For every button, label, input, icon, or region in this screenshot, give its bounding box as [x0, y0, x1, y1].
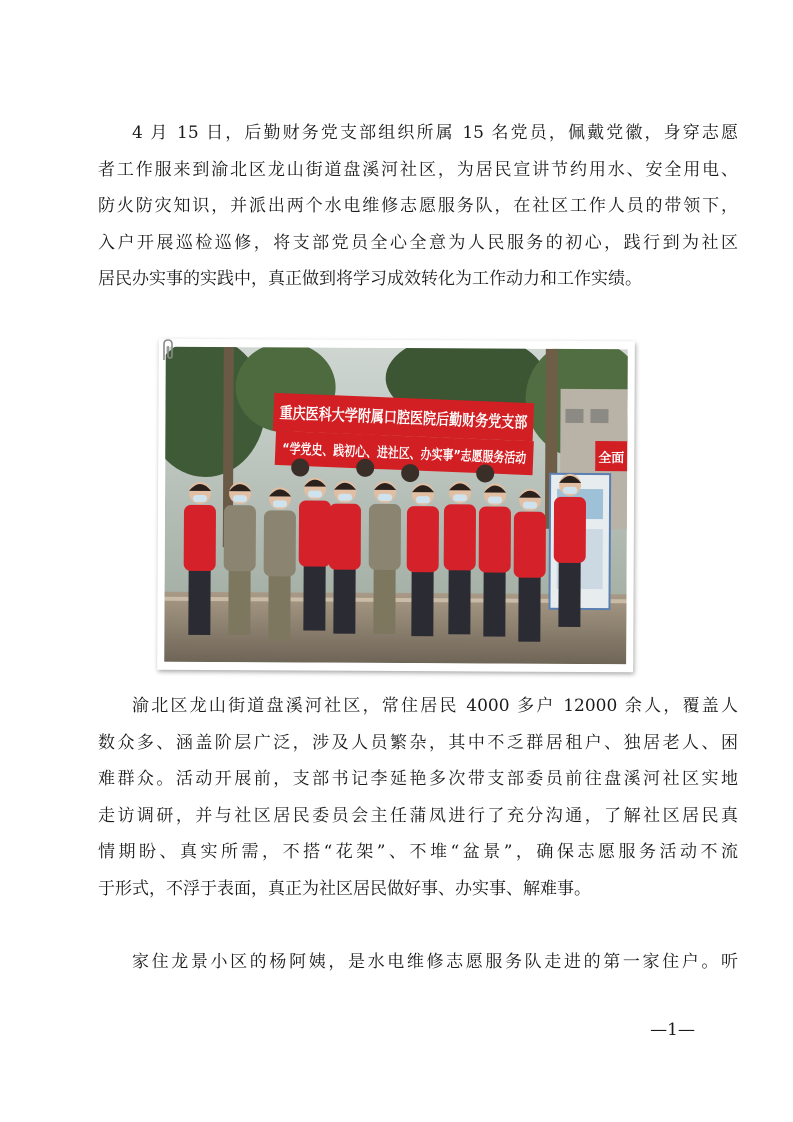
text-line: 入户开展巡检巡修，将支部党员全心全意为人民服务的初心，践行到为社区: [98, 232, 738, 253]
text-line: 难群众。活动开展前，支部书记李延艳多次带支部委员前往盘溪河社区实地: [98, 769, 738, 790]
text-line: 防火防灾知识，并派出两个水电维修志愿服务队，在社区工作人员的带领下，: [98, 196, 738, 217]
text-line: 4 月 15 日，后勤财务党支部组织所属 15 名党员，佩戴党徽，身穿志愿: [132, 123, 738, 143]
banner-text-1: 重庆医科大学附属口腔医院后勤财务党支部: [279, 403, 584, 435]
paragraph-1: [98, 115, 738, 298]
text-line: 渝北区龙山街道盘溪河社区，常住居民 4000 多户 12000 余人，覆盖人: [132, 696, 738, 716]
event-photo: [157, 339, 635, 672]
text-line: 情期盼、真实所需，不搭“花架”、不堆“盆景”，确保志愿服务活动不流: [98, 842, 738, 863]
group-photo-image: [164, 347, 628, 664]
paragraph-2: [98, 688, 738, 908]
paragraph-3: [98, 944, 738, 981]
banner-text-2: “学党史、践初心、进社区、办实事”志愿服务活动: [282, 441, 595, 470]
side-banner-text: 全面: [598, 451, 625, 467]
text-line: 走访调研，并与社区居民委员会主任蒲凤进行了充分沟通，了解社区居民真: [98, 805, 738, 826]
text-line: 家住龙景小区的杨阿姨，是水电维修志愿服务队走进的第一家住户。听: [132, 952, 738, 972]
text-line: 数众多、涵盖阶层广泛，涉及人员繁杂，其中不乏群居租户、独居老人、困: [98, 732, 738, 753]
text-line: 者工作服来到渝北区龙山街道盘溪河社区，为居民宣讲节约用水、安全用电、: [98, 159, 738, 180]
text-line: 于形式，不浮于表面，真正为社区居民做好事、办实事、解难事。: [98, 878, 591, 899]
text-line: 居民办实事的实践中，真正做到将学习成效转化为工作动力和工作实绩。: [98, 269, 642, 290]
paperclip-icon: [160, 338, 178, 362]
page-number: —1—: [650, 1020, 695, 1040]
